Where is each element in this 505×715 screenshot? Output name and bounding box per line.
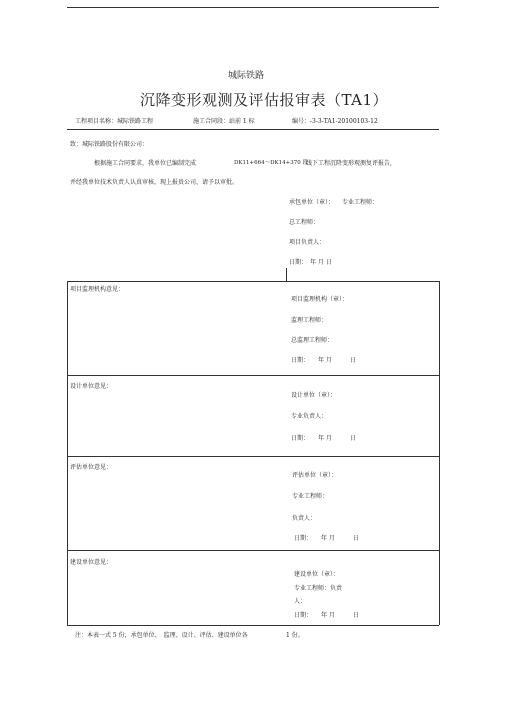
footer-note-end: 1 份。 xyxy=(286,632,304,639)
document-code: 编号：-3-3-TA1-20100103-12 xyxy=(292,118,378,125)
evaluation-date-label: 日期： 年 月 日 xyxy=(294,535,359,542)
evaluation-opinion-title: 评估单位意见： xyxy=(70,464,113,471)
supervision-opinion-title: 项目监理机构意见： xyxy=(70,286,125,293)
design-date-label: 日期： 年 月 日 xyxy=(291,435,356,442)
supervision-date-label: 日期： 年 月 日 xyxy=(291,357,356,364)
table-divider-2 xyxy=(67,456,439,457)
top-rule xyxy=(67,7,439,8)
table-top-rule xyxy=(67,281,439,282)
addressee: 致：城际铁路股份有限公司： xyxy=(70,141,149,148)
evaluation-engineer-label: 专业工程师： xyxy=(292,493,329,500)
contractor-engineer-label: 专业工程师： xyxy=(342,199,379,206)
footer-note: 注：本表一式 5 份，承包单位、 监理、设计、评估、建设单位各 xyxy=(75,632,248,639)
owner-date-label: 日期： 年 月 日 xyxy=(294,612,359,619)
owner-unit-label: 建设单位（章）： xyxy=(294,571,340,578)
contractor-unit-label: 承包单位（章）： xyxy=(289,199,335,206)
table-divider-1 xyxy=(67,375,439,376)
owner-opinion-title: 建设单位意见： xyxy=(70,559,113,566)
submission-date-label: 日期： 年 月 日 xyxy=(289,259,332,266)
design-lead-label: 专业负责人： xyxy=(291,413,328,420)
project-manager-label: 项目负责人： xyxy=(289,239,326,246)
supervision-unit-label: 项目监理机构（章）： xyxy=(291,296,349,303)
table-left-border xyxy=(67,281,68,625)
chief-engineer-label: 总工程师： xyxy=(289,219,320,226)
body-text-end: 线下工程沉降变形观测复评报告, xyxy=(306,160,392,167)
supervision-engineer-label: 监理工程师： xyxy=(291,317,328,324)
evaluation-unit-label: 评估单位（章）： xyxy=(292,472,338,479)
project-name: 工程项目名称：城际铁路工程 xyxy=(75,118,154,125)
design-unit-label: 设计单位（章）： xyxy=(291,392,337,399)
table-bottom-rule xyxy=(67,625,439,626)
table-divider-3 xyxy=(67,550,439,551)
table-right-border xyxy=(439,281,440,625)
design-opinion-title: 设计单位意见： xyxy=(70,383,113,390)
chief-supervisor-label: 总监理工程师： xyxy=(291,337,334,344)
body-text-start: 根据施工合同要求，我单位已编制完成 xyxy=(94,160,197,167)
evaluation-lead-label: 负责人： xyxy=(292,515,317,522)
section-range: DK11+664～DK14+370 段 xyxy=(234,160,308,166)
body-text-line2: 并经我单位技术负责人认真审核。现上报贵公司，请予以审批。 xyxy=(70,179,239,186)
table-inner-divider xyxy=(286,268,287,281)
info-rule xyxy=(67,129,439,130)
owner-engineer-label: 专业工程师：负责 xyxy=(294,585,343,592)
page-title: 沉降变形观测及评估报审表（TA1） xyxy=(140,91,389,109)
org-name: 城际铁路 xyxy=(228,71,265,81)
owner-lead-label: 人： xyxy=(294,598,307,605)
contract-section: 施工合同段：站前 1 标 xyxy=(193,118,255,125)
